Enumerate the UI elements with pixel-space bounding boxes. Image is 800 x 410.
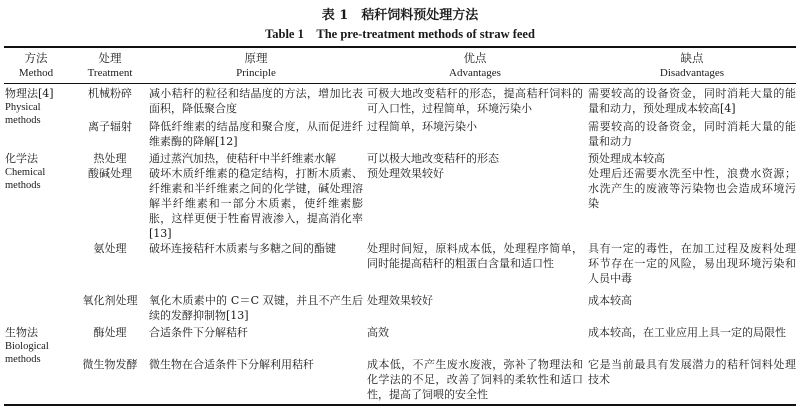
header-rule — [4, 83, 796, 84]
row-2-advantages: 可以极大地改变秸秆的形态 — [367, 152, 499, 165]
row-4-treatment: 氨处理 — [93, 242, 127, 255]
row-5-disadvantages: 成本较高 — [588, 294, 632, 307]
header-treatment-en: Treatment — [87, 67, 133, 79]
row-0-advantages: 可极大地改变秸秆的形态，提高秸秆饲料的可入口性，过程简单，环境污染小 — [367, 87, 583, 115]
header-principle-en: Principle — [236, 67, 276, 79]
row-1-advantages: 过程简单，环境污染小 — [367, 120, 477, 133]
header-treatment-zh: 处理 — [98, 51, 122, 65]
header-disadvantages-en: Disadvantages — [659, 67, 725, 79]
row-1-principle: 降低纤维素的结晶度和聚合度，从而促进纤维素酶的降解[12] — [149, 120, 363, 148]
group-physical-en2: methods — [5, 115, 41, 126]
row-7-advantages: 成本低，不产生废水废液，弥补了物理法和化学法的不足，改善了饲料的柔软性和适口性，提高了饲喂的安全性 — [367, 358, 583, 401]
header-disadvantages-zh: 缺点 — [680, 51, 704, 65]
row-3-advantages: 预处理效果较好 — [367, 167, 444, 180]
group-chemical-en1: Chemical — [5, 167, 46, 178]
row-6-principle: 合适条件下分解秸秆 — [149, 326, 248, 339]
header-advantages-en: Advantages — [449, 67, 501, 79]
group-biological — [5, 325, 67, 366]
row-4-principle: 破坏连接秸秆木质素与多糖之间的酯键 — [149, 242, 336, 255]
group-chemical-en2: methods — [5, 180, 41, 191]
top-rule — [4, 46, 796, 48]
bottom-rule — [4, 404, 796, 406]
row-3-principle: 破坏木质纤维素的稳定结构，打断木质素、纤维素和半纤维素之间的化学键，碱处理溶解半纤维素和一部分木质素，使纤维素膨胀，这样更便于牲畜胃液渗入，提高消化率[13] — [149, 167, 363, 240]
header-advantages — [367, 51, 583, 81]
row-4-disadvantages: 具有一定的毒性，在加工过程及废料处理环节存在一定的风险，易出现环境污染和人员中毒 — [588, 242, 796, 285]
row-5-advantages: 处理效果较好 — [367, 294, 433, 307]
row-0-disadvantages: 需要较高的设备资金，同时消耗大量的能量和动力，预处理成本较高[4] — [588, 87, 796, 115]
group-chemical-zh: 化学法 — [5, 152, 38, 165]
row-3-treatment: 酸碱处理 — [88, 167, 132, 180]
row-2-treatment: 热处理 — [93, 152, 127, 165]
group-biological-en2: methods — [5, 354, 41, 365]
row-1-treatment: 离子辐射 — [88, 120, 132, 133]
group-physical-zh: 物理法[4] — [5, 87, 54, 100]
row-7-principle: 微生物在合适条件下分解利用秸秆 — [149, 358, 314, 371]
row-6-treatment: 酶处理 — [93, 326, 127, 339]
header-principle — [149, 51, 363, 81]
group-physical-en1: Physical — [5, 102, 41, 113]
group-biological-zh: 生物法 — [5, 326, 38, 339]
row-0-principle: 减小秸秆的粒径和结晶度的方法，增加比表面积，降低聚合度 — [149, 87, 363, 115]
row-7-treatment: 微生物发酵 — [82, 358, 138, 371]
header-principle-zh: 原理 — [244, 51, 268, 65]
row-2-principle: 通过蒸汽加热，使秸秆中半纤维素水解 — [149, 152, 336, 165]
header-advantages-zh: 优点 — [463, 51, 487, 65]
header-disadvantages — [588, 51, 796, 81]
row-6-advantages: 高效 — [367, 326, 389, 339]
table-caption-zh: 表 1 秸秆饲料预处理方法 — [321, 8, 479, 23]
group-physical — [5, 86, 67, 127]
table-caption-en: Table 1 The pre-treatment methods of straw feed — [265, 27, 535, 41]
header-method-en: Method — [18, 67, 54, 79]
header-method — [4, 51, 68, 81]
row-4-advantages: 处理时间短，原料成本低，处理程序简单，同时能提高秸秆的粗蛋白含量和适口性 — [367, 242, 583, 270]
row-1-disadvantages: 需要较高的设备资金，同时消耗大量的能量和动力 — [588, 120, 796, 148]
header-treatment — [72, 51, 148, 81]
row-6-disadvantages: 成本较高，在工业应用上具一定的局限性 — [588, 326, 786, 339]
row-3-disadvantages: 处理后还需要水洗至中性，浪费水资源；水洗产生的废液等污染物也会造成环境污染 — [588, 167, 796, 210]
row-5-treatment: 氧化剂处理 — [82, 294, 138, 307]
row-0-treatment: 机械粉碎 — [88, 87, 132, 100]
group-chemical — [5, 151, 67, 192]
group-biological-en1: Biological — [5, 341, 49, 352]
row-7-disadvantages: 它是当前最具有发展潜力的秸秆饲料处理技术 — [588, 358, 796, 386]
header-method-zh: 方法 — [24, 51, 48, 65]
row-2-disadvantages: 预处理成本较高 — [588, 152, 665, 165]
row-5-principle: 氧化木质素中的 C＝C 双键，并且不产生后续的发酵抑制物[13] — [149, 294, 363, 322]
